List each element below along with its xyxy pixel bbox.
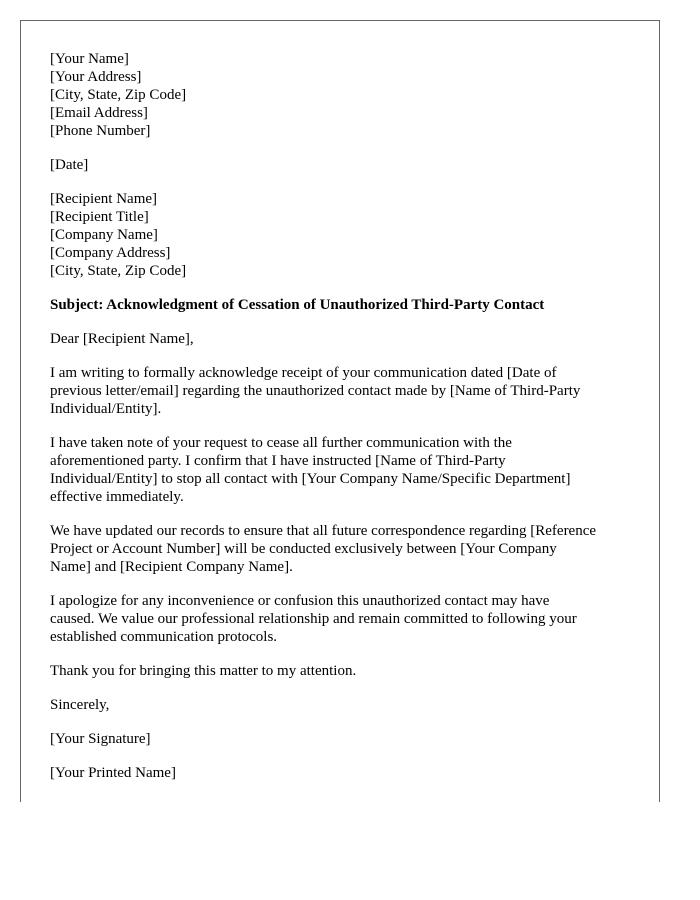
paragraph-line: Individual/Entity] to stop all contact with [Your Company Name/Specific Department] xyxy=(50,471,571,487)
letter-page xyxy=(20,20,660,802)
closing-text: Sincerely, xyxy=(50,697,110,713)
closing xyxy=(50,696,640,714)
paragraph-line: I have taken note of your request to cease all further communication with the xyxy=(50,435,512,451)
date-block xyxy=(50,156,640,174)
sender-city-state-zip: [City, State, Zip Code] xyxy=(50,87,187,103)
paragraph-line: previous letter/email] regarding the unauthorized contact made by [Name of Third-Party xyxy=(50,383,581,399)
paragraph-apology xyxy=(50,592,640,646)
sender-address: [Your Address] xyxy=(50,69,142,85)
salutation-text: Dear [Recipient Name], xyxy=(50,331,194,347)
sender-phone: [Phone Number] xyxy=(50,123,151,139)
recipient-name: [Recipient Name] xyxy=(50,191,158,207)
printed-name-block xyxy=(50,764,640,782)
signature-placeholder: [Your Signature] xyxy=(50,731,151,747)
sender-email: [Email Address] xyxy=(50,105,148,121)
paragraph-line: Individual/Entity]. xyxy=(50,401,162,417)
subject-text: Subject: Acknowledgment of Cessation of Unauthorized Third-Party Contact xyxy=(50,297,545,313)
recipient-address-block xyxy=(50,190,640,280)
paragraph-line: Thank you for bringing this matter to my attention. xyxy=(50,663,357,679)
paragraph-line: I apologize for any inconvenience or confusion this unauthorized contact may have xyxy=(50,593,550,609)
recipient-title: [Recipient Title] xyxy=(50,209,149,225)
salutation xyxy=(50,330,640,348)
letter-date: [Date] xyxy=(50,157,89,173)
letter-body xyxy=(50,50,640,798)
paragraph-line: aforementioned party. I confirm that I have instructed [Name of Third-Party xyxy=(50,453,506,469)
recipient-city-state-zip: [City, State, Zip Code] xyxy=(50,263,187,279)
printed-name: [Your Printed Name] xyxy=(50,765,176,781)
sender-name: [Your Name] xyxy=(50,51,129,67)
paragraph-line: established communication protocols. xyxy=(50,629,278,645)
sender-address-block xyxy=(50,50,640,140)
paragraph-line: effective immediately. xyxy=(50,489,184,505)
paragraph-line: I am writing to formally acknowledge receipt of your communication dated [Date of xyxy=(50,365,557,381)
recipient-company-address: [Company Address] xyxy=(50,245,171,261)
paragraph-records-update xyxy=(50,522,640,576)
paragraph-confirmation xyxy=(50,434,640,506)
paragraph-line: Name] and [Recipient Company Name]. xyxy=(50,559,293,575)
paragraph-thanks xyxy=(50,662,640,680)
subject-line xyxy=(50,296,640,314)
paragraph-line: Project or Account Number] will be conducted exclusively between [Your Company xyxy=(50,541,557,557)
paragraph-line: We have updated our records to ensure that all future correspondence regarding [Reference xyxy=(50,523,597,539)
signature-block xyxy=(50,730,640,748)
paragraph-line: caused. We value our professional relationship and remain committed to following your xyxy=(50,611,577,627)
recipient-company: [Company Name] xyxy=(50,227,158,243)
paragraph-acknowledgment xyxy=(50,364,640,418)
